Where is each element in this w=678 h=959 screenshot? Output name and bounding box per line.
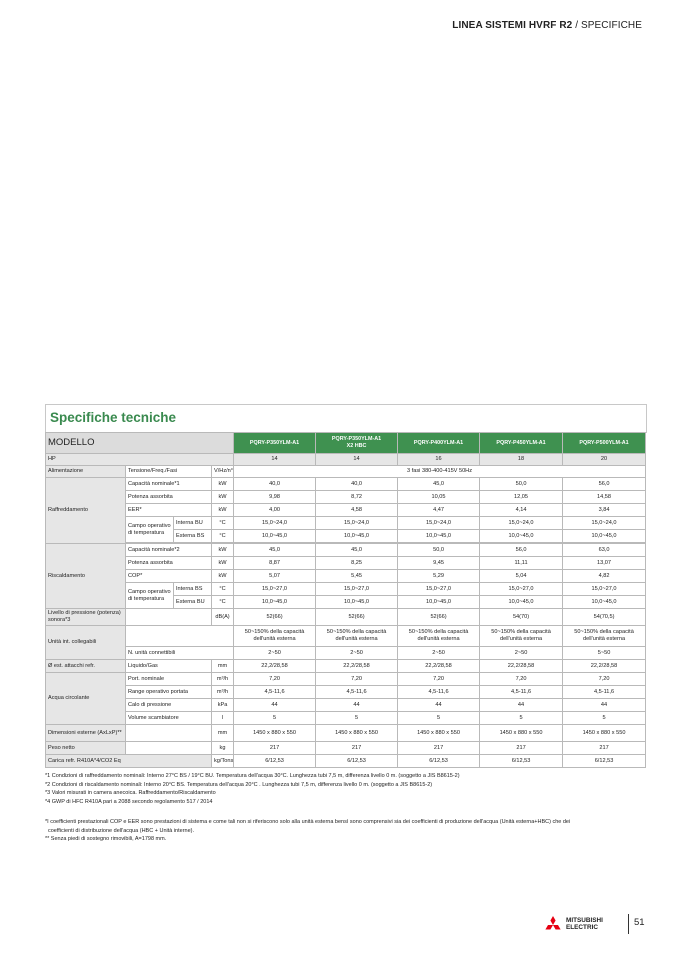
value-cell: 54(70,5): [563, 609, 646, 626]
value-cell: 52(66): [234, 609, 316, 626]
unita-n-row: [46, 647, 646, 660]
value-cell: 5: [316, 712, 398, 725]
value-cell: 15,0~24,0: [316, 517, 398, 530]
value-cell: 5,04: [480, 570, 563, 583]
value-cell: 13,07: [563, 557, 646, 570]
value-cell: 15,0~24,0: [480, 517, 563, 530]
value-cell: 50~150% della capacità dell'unità esterna: [316, 626, 398, 647]
value-cell: 56,0: [563, 478, 646, 491]
value-cell: 8,87: [234, 557, 316, 570]
value-cell: 5,45: [316, 570, 398, 583]
spec-table: [45, 432, 646, 768]
value-cell: 217: [480, 742, 563, 755]
footer-divider: [628, 914, 629, 934]
raff-interna-row: [46, 517, 646, 530]
value-cell: 10,0~45,0: [480, 596, 563, 609]
value-cell: 7,20: [480, 673, 563, 686]
value-cell: 56,0: [480, 544, 563, 557]
raff-potenza-row: [46, 491, 646, 504]
value-cell: 10,0~45,0: [316, 530, 398, 543]
unit-cell: kW: [212, 544, 234, 557]
alimentazione-value: 3 fasi 380-400-415V 50Hz: [234, 466, 646, 478]
pressione-row: [46, 609, 646, 626]
raff-capacita-row: [46, 478, 646, 491]
carica-row: [46, 755, 646, 768]
value-cell: 217: [398, 742, 480, 755]
value-cell: 10,0~45,0: [234, 530, 316, 543]
value-cell: 50~150% della capacità dell'unità esterna: [398, 626, 480, 647]
value-cell: 5: [480, 712, 563, 725]
value-cell: 4,14: [480, 504, 563, 517]
value-cell: 10,0~45,0: [398, 596, 480, 609]
dimensioni-row: [46, 725, 646, 742]
value-cell: 15,0~27,0: [234, 583, 316, 596]
unita-capacity-row: [46, 626, 646, 647]
value-cell: 9,45: [398, 557, 480, 570]
unit-cell: kPa: [212, 699, 234, 712]
footnote: *2 Condizioni di riscaldamento nominali: Interno 20°C BS. Temperatura dell'acqua 20°C . Lunghezza tubi 7,5 m, differenza livello 0 m. (soggetto a JIS B8615-2): [45, 781, 433, 788]
value-cell: 22,2/28,58: [563, 660, 646, 673]
value-cell: 9,98: [234, 491, 316, 504]
value-cell: 4,5-11,6: [480, 686, 563, 699]
value-cell: 1450 x 880 x 550: [316, 725, 398, 742]
risc-campo-label: Campo operativo di temperatura: [126, 583, 174, 609]
acqua-range-label: Range operativo portata: [126, 686, 212, 699]
spec-panel: [45, 404, 647, 433]
three-diamonds-icon: [543, 915, 563, 935]
value-cell: 6/12,53: [398, 755, 480, 768]
value-cell: 15,0~27,0: [563, 583, 646, 596]
hp-value: 18: [480, 454, 563, 466]
risc-interna-row: [46, 583, 646, 596]
value-cell: 7,20: [234, 673, 316, 686]
value-cell: 40,0: [316, 478, 398, 491]
value-cell: 44: [398, 699, 480, 712]
model-header-2-name: PQRY-P350YLM-A1: [331, 436, 382, 443]
spec-title: Specifiche tecniche: [50, 410, 177, 425]
value-cell: 2~50: [398, 647, 480, 660]
value-cell: 1450 x 880 x 550: [234, 725, 316, 742]
unita-n-label: N. unità connettibili: [126, 647, 234, 660]
footnote: *4 GWP di HFC R410A pari a 2088 secondo regolamento 517 / 2014: [45, 798, 213, 805]
unit-cell: °C: [212, 530, 234, 543]
value-cell: 44: [480, 699, 563, 712]
risc-interna-label: Interna BS: [174, 583, 212, 596]
value-cell: 5,07: [234, 570, 316, 583]
risc-capacita-row: [46, 544, 646, 557]
raff-esterna-label: Esterna BS: [174, 530, 212, 543]
page-header: [452, 20, 642, 31]
value-cell: 50,0: [398, 544, 480, 557]
raff-interna-label: Interna BU: [174, 517, 212, 530]
logo-line-1: MITSUBISHI: [566, 917, 603, 924]
raff-label: Raffreddamento: [46, 478, 126, 544]
value-cell: 15,0~27,0: [398, 583, 480, 596]
unit-cell: kW: [212, 504, 234, 517]
value-cell: 11,11: [480, 557, 563, 570]
dimensioni-label: Dimensioni esterne (AxLxP)**: [46, 725, 126, 742]
hp-value: 14: [234, 454, 316, 466]
risc-esterna-label: Esterna BU: [174, 596, 212, 609]
value-cell: 50~150% della capacità dell'unità esterna: [234, 626, 316, 647]
raff-potenza-label: Potenza assorbita: [126, 491, 212, 504]
value-cell: 1450 x 880 x 550: [563, 725, 646, 742]
acqua-portata-label: Port. nominale: [126, 673, 212, 686]
unit-cell: m³/h: [212, 673, 234, 686]
value-cell: 10,0~45,0: [563, 530, 646, 543]
footnote: *3 Valori misurati in camera anecoica. Raffreddamento/Riscaldamento: [45, 790, 216, 796]
value-cell: 7,20: [398, 673, 480, 686]
raff-eer-label: EER*: [126, 504, 212, 517]
alimentazione-unit: V/Hz/n°: [212, 466, 234, 478]
value-cell: 8,25: [316, 557, 398, 570]
value-cell: 15,0~27,0: [316, 583, 398, 596]
unit-cell: m³/h: [212, 686, 234, 699]
unit-cell: dB(A): [212, 609, 234, 626]
peso-row: [46, 742, 646, 755]
unit-cell: °C: [212, 517, 234, 530]
value-cell: 22,2/28,58: [480, 660, 563, 673]
value-cell: 4,5-11,6: [316, 686, 398, 699]
notes: [45, 818, 645, 844]
empty-cell: [126, 626, 234, 647]
value-cell: 5,29: [398, 570, 480, 583]
value-cell: 5: [563, 712, 646, 725]
raff-campo-label: Campo operativo di temperatura: [126, 517, 174, 543]
model-header-2-sub: X2 HBC: [346, 443, 367, 449]
raff-eer-row: [46, 504, 646, 517]
value-cell: 217: [563, 742, 646, 755]
value-cell: 4,5-11,6: [563, 686, 646, 699]
note: *I coefficienti prestazionali COP e EER sono prestazioni di sistema e come tali non si riferiscono solo alla unità esterna bensì sono comprensivi sia dei coefficienti di produzione dell'acqua (Unità esterna+HBC) che dei: [45, 819, 571, 825]
value-cell: 4,82: [563, 570, 646, 583]
value-cell: 7,20: [563, 673, 646, 686]
risc-potenza-label: Potenza assorbita: [126, 557, 212, 570]
value-cell: 10,0~45,0: [398, 530, 480, 543]
unit-cell: °C: [212, 596, 234, 609]
unit-cell: kg/Tons: [212, 755, 234, 768]
risc-label: Riscaldamento: [46, 544, 126, 609]
value-cell: 22,2/28,58: [316, 660, 398, 673]
value-cell: 4,5-11,6: [234, 686, 316, 699]
value-cell: 14,58: [563, 491, 646, 504]
alimentazione-label: Alimentazione: [46, 466, 126, 478]
value-cell: 22,2/28,58: [398, 660, 480, 673]
footnote: *1 Condizioni di raffreddamento nominali: Interno 27°C BS / 19°C BU. Temperatura dell'acqua 30°C. Lunghezza tubi 7,5 m, differenza livello 0 m. (soggetto a JIS B8615-2): [45, 773, 460, 779]
model-header-5: PQRY-P500YLM-A1: [563, 433, 646, 454]
value-cell: 4,5-11,6: [398, 686, 480, 699]
model-label: MODELLO: [46, 433, 234, 454]
acqua-range-row: [46, 686, 646, 699]
empty-cell: [126, 725, 212, 742]
value-cell: 45,0: [234, 544, 316, 557]
value-cell: 44: [234, 699, 316, 712]
risc-cop-label: COP*: [126, 570, 212, 583]
hp-label: HP: [46, 454, 234, 466]
mitsubishi-logo: [543, 915, 623, 937]
peso-label: Peso netto: [46, 742, 126, 755]
value-cell: 10,0~45,0: [234, 596, 316, 609]
raff-capacita-label: Capacità nominale*1: [126, 478, 212, 491]
acqua-volume-label: Volume scambiatore: [126, 712, 212, 725]
value-cell: 8,72: [316, 491, 398, 504]
value-cell: 6/12,53: [480, 755, 563, 768]
alimentazione-row: [46, 466, 646, 478]
value-cell: 10,0~45,0: [316, 596, 398, 609]
attacchi-label: Ø est. attacchi refr.: [46, 660, 126, 673]
value-cell: 5: [398, 712, 480, 725]
value-cell: 217: [234, 742, 316, 755]
value-cell: 10,0~45,0: [480, 530, 563, 543]
acqua-volume-row: [46, 712, 646, 725]
logo-line-2: ELECTRIC: [566, 924, 598, 931]
unit-cell: kW: [212, 491, 234, 504]
model-header-4: PQRY-P450YLM-A1: [480, 433, 563, 454]
header-section: LINEA SISTEMI HVRF R2: [452, 20, 573, 31]
value-cell: 45,0: [398, 478, 480, 491]
note: coefficienti di distribuzione dell'acqua (HBC + Unità interne).: [48, 827, 195, 834]
model-header-2: [316, 433, 398, 454]
page-number: 51: [634, 917, 645, 928]
value-cell: 217: [316, 742, 398, 755]
model-header-3: PQRY-P400YLM-A1: [398, 433, 480, 454]
value-cell: 52(66): [398, 609, 480, 626]
header-separator: /: [572, 20, 581, 31]
value-cell: 2~50: [316, 647, 398, 660]
unita-label: Unità int. collegabili: [46, 626, 126, 660]
unit-cell: mm: [212, 660, 234, 673]
value-cell: 15,0~24,0: [563, 517, 646, 530]
value-cell: 4,47: [398, 504, 480, 517]
model-row: [46, 433, 646, 454]
attacchi-row: [46, 660, 646, 673]
alimentazione-param: Tensione/Freq./Fasi: [126, 466, 212, 478]
value-cell: 50~150% della capacità dell'unità esterna: [480, 626, 563, 647]
value-cell: 63,0: [563, 544, 646, 557]
value-cell: 5~50: [563, 647, 646, 660]
acqua-portata-row: [46, 673, 646, 686]
unit-cell: kg: [212, 742, 234, 755]
hp-value: 14: [316, 454, 398, 466]
logo-text: [566, 917, 603, 931]
model-header-1: PQRY-P350YLM-A1: [234, 433, 316, 454]
value-cell: 45,0: [316, 544, 398, 557]
value-cell: 4,58: [316, 504, 398, 517]
unit-cell: l: [212, 712, 234, 725]
unit-cell: mm: [212, 725, 234, 742]
value-cell: 54(70): [480, 609, 563, 626]
value-cell: 15,0~27,0: [480, 583, 563, 596]
value-cell: 15,0~24,0: [234, 517, 316, 530]
unit-cell: kW: [212, 557, 234, 570]
acqua-label: Acqua circolante: [46, 673, 126, 725]
value-cell: 3,84: [563, 504, 646, 517]
unit-cell: kW: [212, 570, 234, 583]
unit-cell: °C: [212, 583, 234, 596]
header-sub: SPECIFICHE: [580, 20, 642, 31]
risc-capacita-label: Capacità nominale*2: [126, 544, 212, 557]
empty-cell: [126, 742, 212, 755]
value-cell: 2~50: [480, 647, 563, 660]
hp-row: [46, 454, 646, 466]
value-cell: 52(66): [316, 609, 398, 626]
value-cell: 40,0: [234, 478, 316, 491]
value-cell: 6/12,53: [316, 755, 398, 768]
carica-label: Carica refr. R410A*4/CO2 Eq: [46, 755, 212, 768]
acqua-calo-row: [46, 699, 646, 712]
value-cell: 15,0~24,0: [398, 517, 480, 530]
empty-cell: [126, 609, 212, 626]
value-cell: 44: [316, 699, 398, 712]
value-cell: 1450 x 880 x 550: [398, 725, 480, 742]
footnotes: [45, 772, 645, 806]
value-cell: 7,20: [316, 673, 398, 686]
value-cell: 6/12,53: [563, 755, 646, 768]
value-cell: 4,00: [234, 504, 316, 517]
value-cell: 6/12,53: [234, 755, 316, 768]
pressione-label: Livello di pressione (potenza) sonora*3: [46, 609, 126, 626]
note: ** Senza piedi di sostegno rimovibili, A=1798 mm.: [45, 836, 167, 842]
value-cell: 1450 x 880 x 550: [480, 725, 563, 742]
value-cell: 10,0~45,0: [563, 596, 646, 609]
hp-value: 20: [563, 454, 646, 466]
acqua-calo-label: Calo di pressione: [126, 699, 212, 712]
value-cell: 22,2/28,58: [234, 660, 316, 673]
value-cell: 10,05: [398, 491, 480, 504]
hp-value: 16: [398, 454, 480, 466]
value-cell: 50~150% della capacità dell'unità esterna: [563, 626, 646, 647]
value-cell: 5: [234, 712, 316, 725]
value-cell: 50,0: [480, 478, 563, 491]
attacchi-param: Liquido/Gas: [126, 660, 212, 673]
value-cell: 2~50: [234, 647, 316, 660]
value-cell: 44: [563, 699, 646, 712]
value-cell: 12,05: [480, 491, 563, 504]
unit-cell: kW: [212, 478, 234, 491]
risc-cop-row: [46, 570, 646, 583]
risc-potenza-row: [46, 557, 646, 570]
